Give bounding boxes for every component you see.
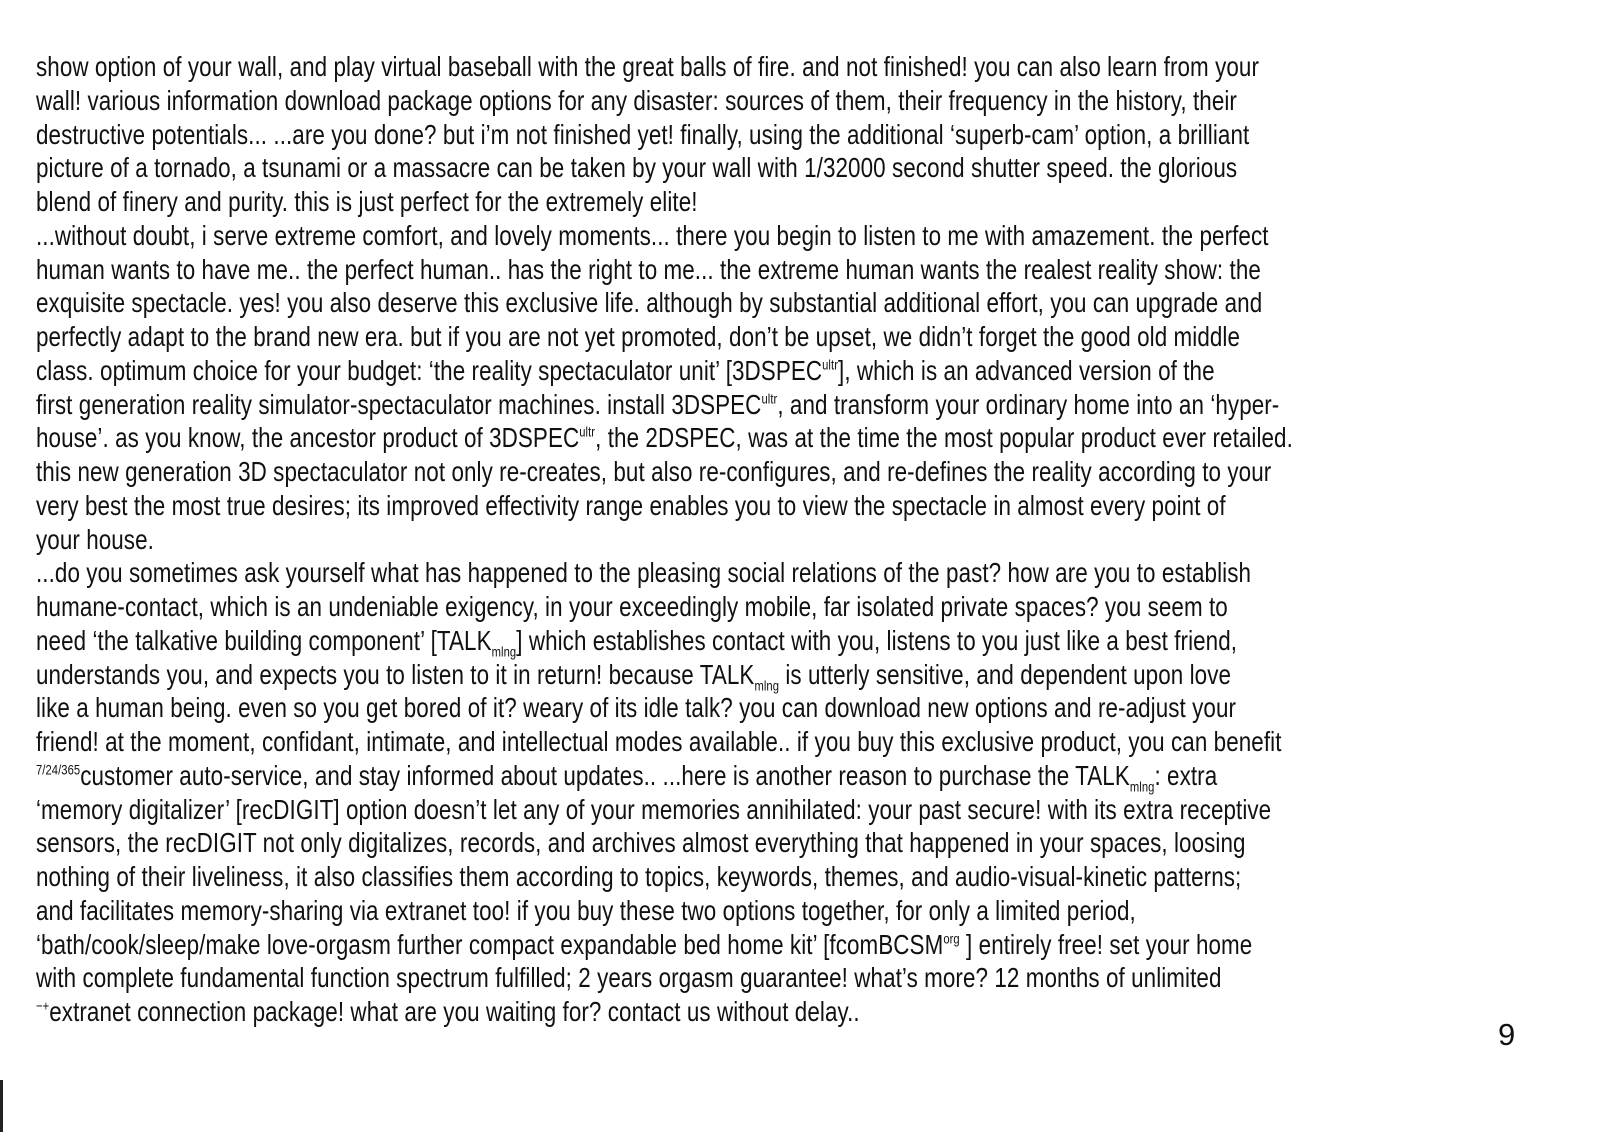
text-run: need ‘the talkative building component’ [TALK — [36, 624, 492, 656]
text-line — [36, 388, 1280, 422]
text-line: human wants to have me.. the perfect human.. has the right to me... the extreme human wants the realest reality show: the — [36, 253, 1261, 285]
text-run: ] which establishes contact with you, listens to you just like a best friend, — [516, 624, 1238, 656]
text-line — [36, 658, 1268, 692]
body-text — [36, 50, 1576, 1029]
text-line: destructive potentials... ...are you done? but i’m not finished yet! finally, using the additional ‘superb-cam’ option, a brilliant — [36, 118, 1250, 150]
text-line: perfectly adapt to the brand new era. but if you are not yet promoted, don’t be upset, we didn’t forget the good old middle — [36, 321, 1241, 352]
text-run: house’. as you know, the ancestor product of 3DSPEC — [36, 422, 580, 454]
text-line: humane-contact, which is an undeniable exigency, in your exceedingly mobile, far isolated private spaces? you seem to — [36, 591, 1228, 622]
text-line — [36, 759, 1268, 793]
text-run: ] entirely free! set your home — [959, 928, 1253, 960]
text-line: and facilitates memory-sharing via extranet too! if you buy these two options together, for only a limited period, — [36, 894, 1136, 926]
text-line: ...without doubt, i serve extreme comfort, and lovely moments... there you begin to listen to me with amazement. the perfect — [36, 219, 1269, 251]
page-number: 9 — [1498, 1017, 1516, 1052]
text-line: this new generation 3D spectaculator not only re-creates, but also re-configures, and re-defines the reality according to your — [36, 456, 1272, 487]
text-line — [36, 995, 1268, 1029]
superscript: ultr — [822, 356, 839, 373]
text-run: , the 2DSPEC, was at the time the most popular product ever retailed. — [595, 422, 1293, 454]
text-run: ‘bath/cook/sleep/make love-orgasm further compact expandable bed home kit’ [fcomBCSM — [36, 928, 944, 960]
page-edge-mark — [0, 1080, 3, 1132]
text-run: first generation reality simulator-spectaculator machines. install 3DSPEC — [36, 388, 762, 420]
text-line: ‘memory digitalizer’ [recDIGIT] option doesn’t let any of your memories annihilated: your past secure! with its extra receptive — [36, 793, 1272, 825]
superscript: ultr — [579, 423, 596, 440]
text-line: very best the most true desires; its improved effectivity range enables you to view the spectacle in almost every point of — [36, 489, 1226, 521]
text-line: with complete fundamental function spectrum fulfilled; 2 years orgasm guarantee! what’s more? 12 months of unlimited — [36, 962, 1222, 994]
text-line — [36, 421, 1293, 455]
text-line: exquisite spectacle. yes! you also deserve this exclusive life. although by substantial additional effort, you can upgrade and — [36, 287, 1263, 319]
text-line: blend of finery and purity. this is just perfect for the extremely elite! — [36, 186, 698, 217]
text-line — [36, 928, 1268, 962]
superscript: −+ — [36, 997, 50, 1014]
text-line — [36, 624, 1268, 658]
text-line: picture of a tornado, a tsunami or a massacre can be taken by your wall with 1/32000 second shutter speed. the glorious — [36, 152, 1238, 184]
text-line: like a human being. even so you get bored of it? weary of its idle talk? you can download new options and re-adjust your — [36, 692, 1237, 724]
text-run: : extra — [1154, 759, 1218, 791]
text-line: friend! at the moment, confidant, intimate, and intellectual modes available.. if you buy this exclusive product, you can benefit — [36, 726, 1282, 757]
superscript: org — [943, 930, 960, 947]
text-line: sensors, the recDIGIT not only digitalizes, records, and archives almost everything that happened in your spaces, loosing — [36, 827, 1246, 859]
text-run: ], which is an advanced version of the — [838, 354, 1215, 386]
text-line: show option of your wall, and play virtual baseball with the great balls of fire. and not finished! you can also learn from your — [36, 51, 1259, 82]
subscript: mlng — [491, 643, 517, 660]
text-line: nothing of their liveliness, it also classifies them according to topics, keywords, themes, and audio-visual-kinetic patterns; — [36, 861, 1242, 892]
superscript: ultr — [761, 390, 778, 407]
text-line: ...do you sometimes ask yourself what has happened to the pleasing social relations of the past? how are you to establish — [36, 557, 1252, 589]
text-line: your house. — [36, 523, 154, 555]
text-run: , and transform your ordinary home into an ‘hyper- — [777, 388, 1280, 420]
text-run: understands you, and expects you to listen to it in return! because TALK — [36, 658, 755, 690]
text-run: class. optimum choice for your budget: ‘the reality spectaculator unit’ [3DSPEC — [36, 354, 823, 386]
text-line: wall! various information download package options for any disaster: sources of them, their frequency in the history, their — [36, 84, 1237, 116]
text-line — [36, 354, 1268, 388]
text-run: extranet connection package! what are you waiting for? contact us without delay.. — [49, 996, 860, 1027]
superscript: 7/24/365 — [36, 761, 81, 778]
subscript: mlng — [754, 677, 780, 694]
subscript: mlng — [1129, 778, 1155, 795]
text-run: customer auto-service, and stay informed about updates.. ...here is another reason to purchase the TALK — [80, 759, 1130, 791]
text-run: is utterly sensitive, and dependent upon love — [779, 658, 1232, 690]
